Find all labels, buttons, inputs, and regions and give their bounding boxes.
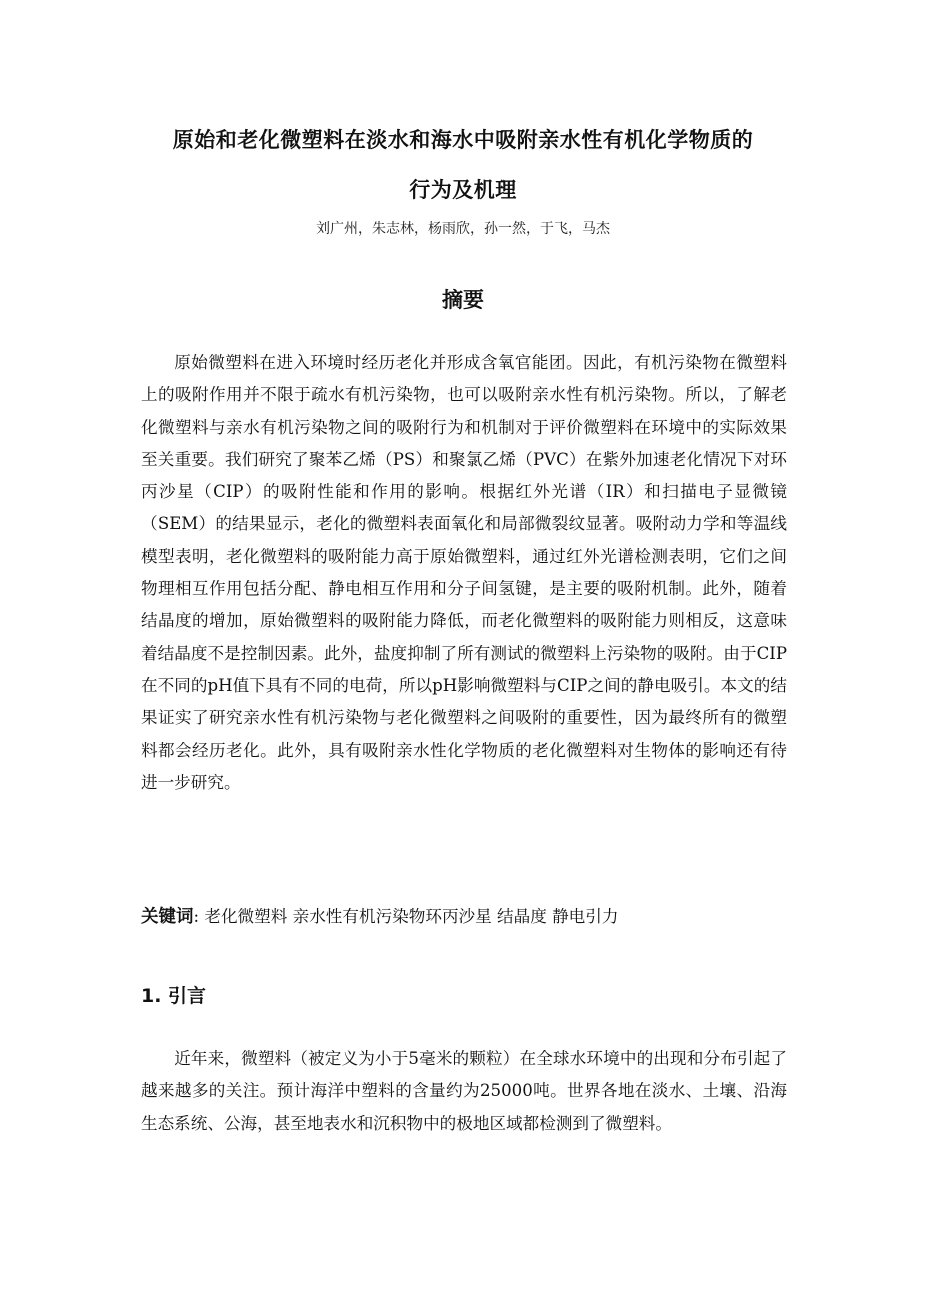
paper-title-line-2: 行为及机理 (409, 178, 517, 202)
keywords-line (141, 903, 787, 928)
author-list: 刘广州，朱志林，杨雨欣，孙一然，于飞，马杰 (316, 221, 610, 237)
abstract-paragraph: 原始微塑料在进入环境时经历老化并形成含氧官能团。因此，有机污染物在微塑料上的吸附作用并不限于疏水有机污染物，也可以吸附亲水性有机污染物。所以，了解老化微塑料与亲水有机污染物之间的吸附行为和机制对于评价微塑料在环境中的实际效果至关重要。我们研究了聚苯乙烯（PS）和聚氯乙烯（PVC）在紫外加速老化情况下对环丙沙星（CIP）的吸附性能和作用的影响。根据红外光谱（IR）和扫描电子显微镜（SEM）的结果显示，老化的微塑料表面氧化和局部微裂纹显著。吸附动力学和等温线模型表明，老化微塑料的吸附能力高于原始微塑料，通过红外光谱检测表明，它们之间物理相互作用包括分配、静电相互作用和分子间氢键，是主要的吸附机制。此外，随着结晶度的增加，原始微塑料的吸附能力降低，而老化微塑料的吸附能力则相反，这意味着结晶度不是控制因素。此外，盐度抑制了所有测试的微塑料上污染物的吸附。由于CIP在不同的pH值下具有不同的电荷，所以pH影响微塑料与CIP之间的静电吸引。本文的结果证实了研究亲水性有机污染物与老化微塑料之间吸附的重要性，因为最终所有的微塑料都会经历老化。此外，具有吸附亲水性化学物质的老化微塑料对生物体的影响还有待进一步研究。 (141, 353, 787, 792)
introduction-paragraph: 近年来，微塑料（被定义为小于5毫米的颗粒）在全球水环境中的出现和分布引起了越来越多的关注。预计海洋中塑料的含量约为25000吨。世界各地在淡水、土壤、沿海生态系统、公海，甚至地表水和沉积物中的极地区域都检测到了微塑料。 (141, 1049, 787, 1133)
keywords-label: 关键词 (141, 907, 194, 927)
section-heading-introduction: 1. 引言 (141, 985, 207, 1007)
paper-title-line-1: 原始和老化微塑料在淡水和海水中吸附亲水性有机化学物质的 (172, 128, 754, 152)
keywords-separator: : (193, 907, 200, 926)
abstract-heading: 摘要 (442, 288, 484, 312)
keywords-terms: 老化微塑料 亲水性有机污染物环丙沙星 结晶度 静电引力 (204, 907, 619, 926)
